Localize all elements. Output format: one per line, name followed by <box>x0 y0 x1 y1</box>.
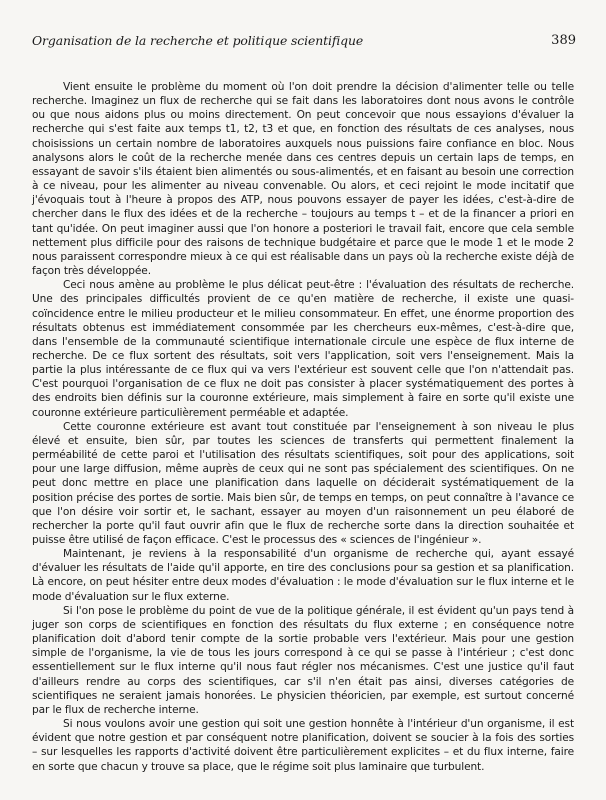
body-text <box>32 80 574 774</box>
running-title: Organisation de la recherche et politique scientifique <box>32 33 364 48</box>
paragraph: Ceci nous amène au problème le plus délicat peut-être : l'évaluation des résultats de recherche. Une des principales difficultés provient de ce qu'en matière de recherche, il existe une quasi-coïncidence entre le milieu producteur et le milieu consommateur. En effet, une énorme proportion des résultats obtenus est immédiatement consommée par les chercheurs eux-mêmes, c'est-à-dire que, dans l'ensemble de la communauté scientifique internationale circule une espèce de flux interne de recherche. De ce flux sortent des résultats, soit vers l'application, soit vers l'enseignement. Mais la partie la plus intéressante de ce flux qui va vers l'extérieur est souvent celle que l'on n'attendait pas. C'est pourquoi l'organisation de ce flux ne doit pas consister à placer systématiquement des portes à des endroits bien définis sur la couronne extérieure, mais simplement à faire en sorte qu'il existe une couronne extérieure particulièrement perméable et adaptée. <box>32 279 574 419</box>
paragraph: Si nous voulons avoir une gestion qui soit une gestion honnête à l'intérieur d'un organisme, il est évident que notre gestion et par conséquent notre planification, doivent se soucier à la fois des sorties – sur lesquelles les rapports d'activité doivent être particulièrement explicites – et du flux interne, faire en sorte que chacun y trouve sa place, que le régime soit plus laminaire que turbulent. <box>32 718 574 773</box>
paragraph: Vient ensuite le problème du moment où l'on doit prendre la décision d'alimenter telle ou telle recherche. Imaginez un flux de recherche qui se fait dans les laboratoires dont nous avons le contrôle ou que nous aidons plus ou moins directement. On peut concevoir que nous essayions d'évaluer la recherche qui s'est faite aux temps t1, t2, t3 et que, en fonction des résultats de ces analyses, nous choisissions un certain nombre de laboratoires auxquels nous puissions faire confiance en bloc. Nous analysons alors le coût de la recherche menée dans ces centres depuis un certain laps de temps, en essayant de savoir s'ils étaient bien alimentés ou sous-alimentés, et en faisant au besoin une correction à ce niveau, pour les alimenter au niveau convenable. Ou alors, et ceci rejoint le mode incitatif que j'évoquais tout à l'heure à propos des ATP, nous pouvons essayer de payer les idées, c'est-à-dire de chercher dans le flux des idées et de la recherche – toujours au temps t – et de la financer a priori en tant qu'idée. On peut imaginer aussi que l'on honore a posteriori le travail fait, encore que cela semble nettement plus difficile pour des raisons de technique budgétaire et parce que le mode 1 et le mode 2 nous paraissent correspondre mieux à ce qui est réalisable dans un pays où la recherche existe déjà de façon très développée. <box>32 81 574 278</box>
paragraph: Si l'on pose le problème du point de vue de la politique générale, il est évident qu'un pays tend à juger son corps de scientifiques en fonction des résultats du flux externe ; en conséquence notre planification doit d'abord tenir compte de la sortie probable vers l'extérieur. Mais pour une gestion simple de l'organisme, la vie de tous les jours correspond à ce qui se passe à l'intérieur ; c'est donc essentiellement sur le flux interne qu'il nous faut régler nos mécanismes. C'est une justice qu'il faut d'ailleurs rendre au corps des scientifiques, car s'il n'en était pas ainsi, diverses catégories de scientifiques ne seraient jamais honorées. Le physicien théoricien, par exemple, est surtout concerné par le flux de recherche interne. <box>32 604 574 716</box>
paragraph: Cette couronne extérieure est avant tout constituée par l'enseignement à son niveau le plus élevé et ensuite, bien sûr, par toutes les sciences de transferts qui permettent finalement la perméabilité de cette paroi et l'utilisation des résultats scientifiques, soit pour des applications, soit pour une large diffusion, même auprès de ceux qui ne sont pas spécialement des scientifiques. On ne peut donc mettre en place une planification dans laquelle on déciderait systématiquement de la position précise des portes de sortie. Mais bien sûr, de temps en temps, on peut connaître à l'avance ce que l'on désire voir sortir et, le sachant, essayer au moyen d'un raisonnement un peu élaboré de rechercher la porte qu'il faut ouvrir afin que le flux de recherche sorte dans la direction souhaitée et puisse être utilisé de façon efficace. C'est le processus des « sciences de l'ingénieur ». <box>32 420 574 546</box>
paragraph: Maintenant, je reviens à la responsabilité d'un organisme de recherche qui, ayant essayé d'évaluer les résultats de l'aide qu'il apporte, en tire des conclusions pour sa gestion et sa planification. Là encore, on peut hésiter entre deux modes d'évaluation : le mode d'évaluation sur le flux interne et le mode d'évaluation sur le flux externe. <box>32 548 574 603</box>
page-number: 389 <box>551 33 576 48</box>
page-header <box>32 33 576 49</box>
